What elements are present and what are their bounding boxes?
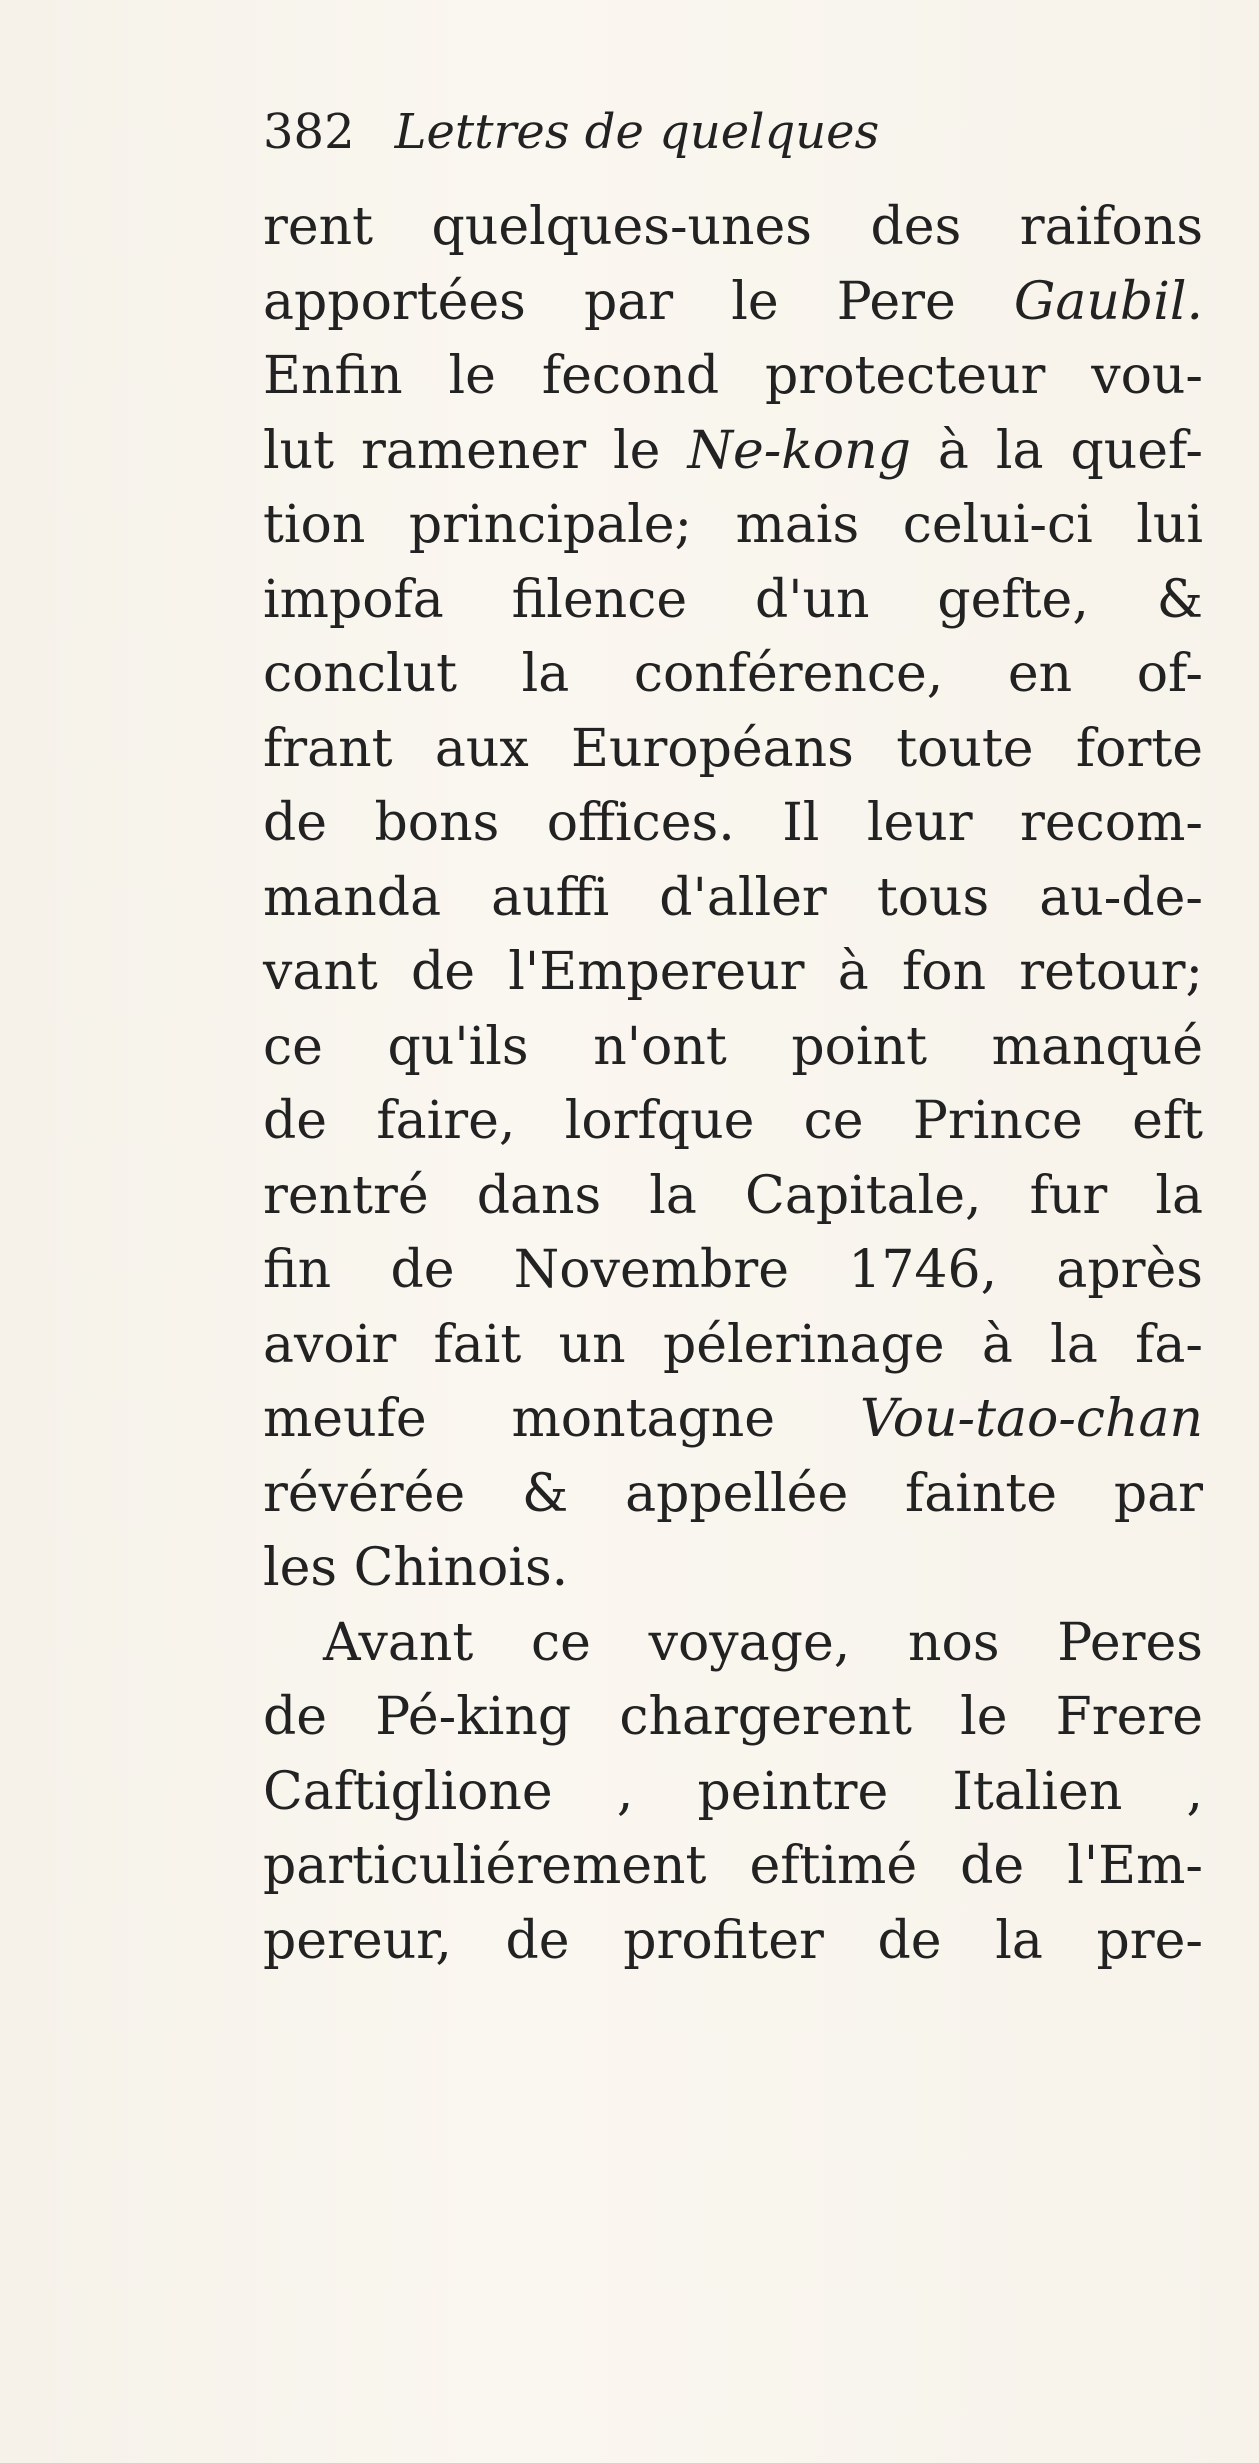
text-line: frant aux Européans toute forte — [263, 718, 1203, 779]
text-line: conclut la conférence, en of- — [263, 644, 1203, 704]
text-line: avoir fait un pélerinage à la fa- — [263, 1314, 1203, 1375]
text-line: fin de Novembre 1746, après — [263, 1240, 1203, 1300]
name-ne-kong: Ne-kong — [687, 420, 911, 481]
text-line: impofa filence d'un gefte, & — [263, 569, 1203, 630]
text-line: apportées par le Pere Gaubil. — [263, 271, 1203, 332]
running-title: Lettres de quelques — [394, 104, 880, 160]
text-line: Caftiglione , peintre Italien , — [263, 1761, 1203, 1822]
name-vou-tao-chan: Vou-tao-chan — [859, 1389, 1203, 1449]
running-head — [263, 104, 880, 160]
text-line: tion principale; mais celui-ci lui — [263, 495, 1203, 555]
text-line: de Pé-king chargerent le Frere — [263, 1687, 1203, 1747]
text-line: les Chinois. — [263, 1538, 569, 1598]
page-number: 382 — [263, 104, 355, 160]
text-line: révérée & appellée fainte par — [263, 1463, 1203, 1524]
paragraph-start-line: Avant ce voyage, nos Peres — [323, 1612, 1203, 1673]
text-line: meufe montagne Vou-tao-chan — [263, 1389, 1203, 1449]
name-gaubil: Gaubil. — [1013, 271, 1203, 332]
text-line: manda auffi d'aller tous au-de- — [263, 867, 1203, 928]
text-line: lut ramener le Ne-kong à la quef- — [263, 420, 1203, 481]
text-line: particuliérement eftimé de l'Em- — [263, 1836, 1203, 1896]
text-line: vant de l'Empereur à fon retour; — [263, 942, 1203, 1002]
text-line: ce qu'ils n'ont point manqué — [263, 1016, 1203, 1077]
text-line: de bons offices. Il leur recom- — [263, 793, 1203, 853]
text-line: pereur, de profiter de la pre- — [263, 1910, 1203, 1971]
text-line: rentré dans la Capitale, fur la — [263, 1165, 1203, 1226]
text-line: rent quelques-unes des raifons — [263, 197, 1203, 257]
body-text — [263, 190, 1203, 1978]
text-line: Enfin le fecond protecteur vou- — [263, 346, 1203, 406]
text-line: de faire, lorfque ce Prince eft — [263, 1091, 1203, 1151]
